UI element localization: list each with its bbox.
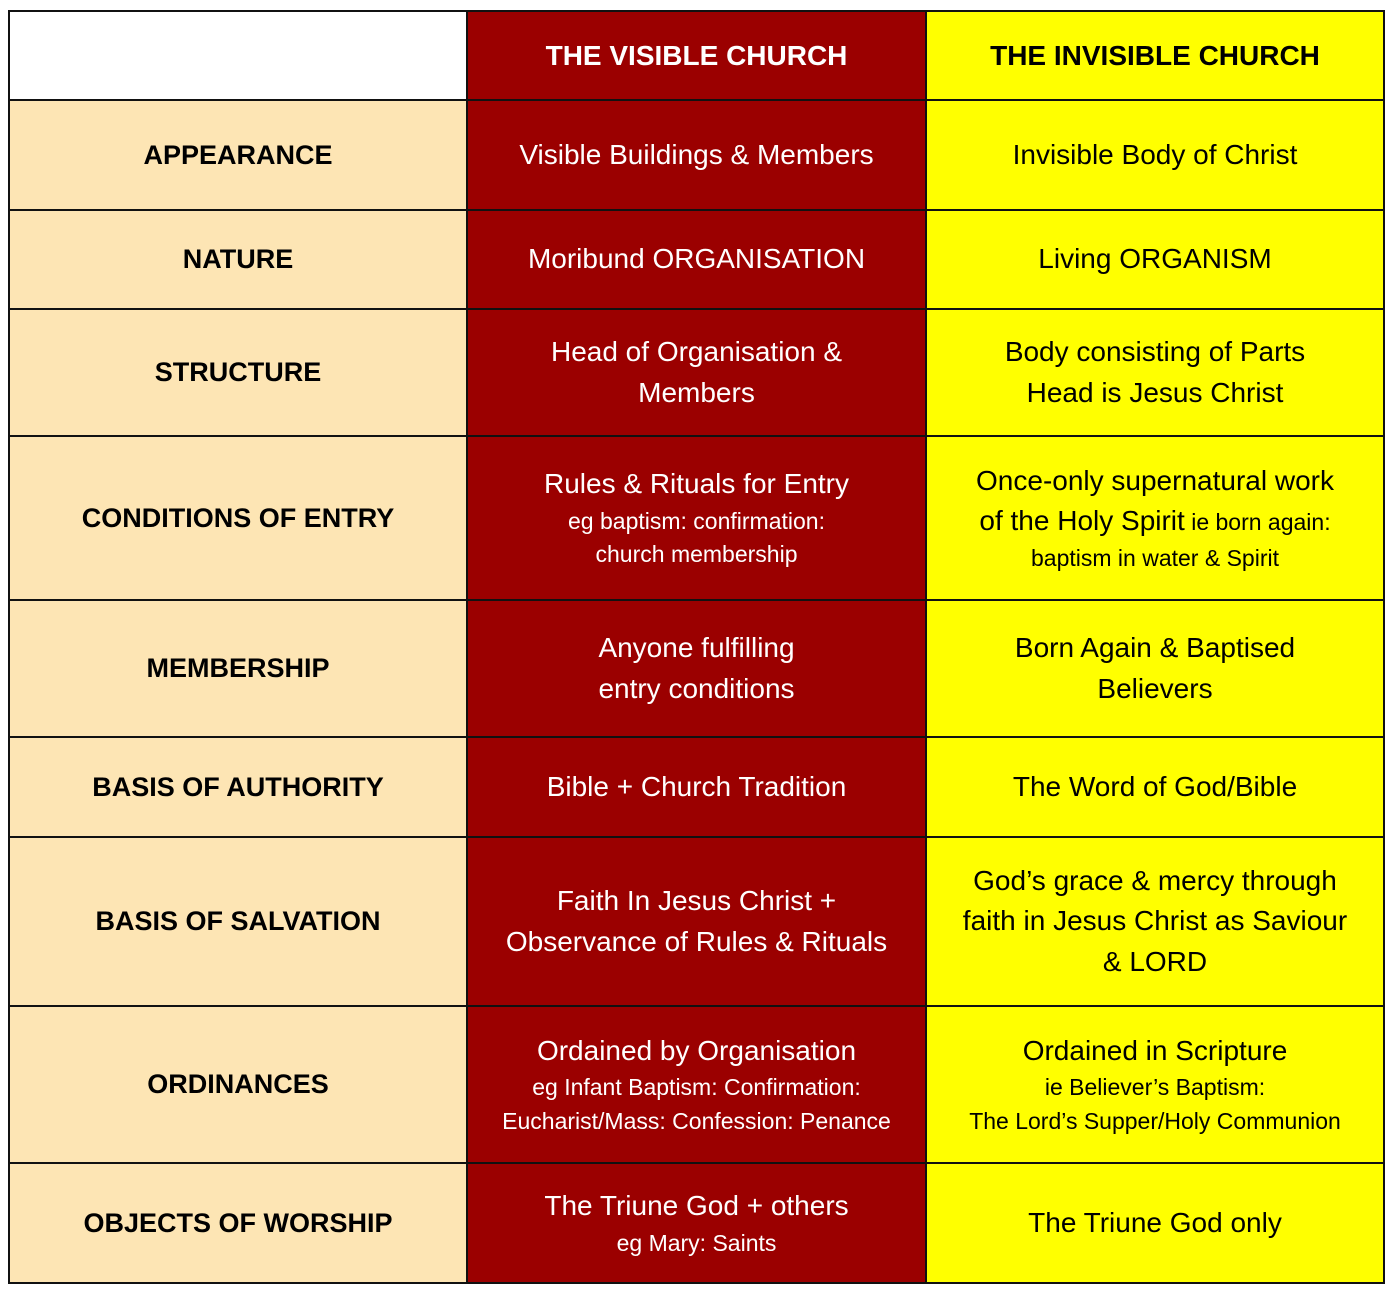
invisible-membership [926,600,1384,737]
invisible-structure-line-1: Body consisting of Parts [1004,335,1306,367]
visible-conditions-sub-1: eg baptism: confirmation: [568,507,825,534]
invisible-objects-of-worship: The Triune God only [926,1163,1384,1283]
invisible-appearance: Invisible Body of Christ [926,100,1384,210]
invisible-conditions-line-2 [941,501,1369,542]
invisible-basis-of-authority: The Word of God/Bible [926,737,1384,837]
visible-structure-line-2: Members [638,376,755,408]
row-structure [9,309,1384,436]
invisible-structure [926,309,1384,436]
visible-conditions-of-entry [467,436,926,600]
visible-salvation-line-2: Observance of Rules & Rituals [505,925,888,957]
invisible-ordinances-main: Ordained in Scripture [1022,1034,1288,1066]
header-invisible-church: THE INVISIBLE CHURCH [926,11,1384,100]
row-ordinances [9,1006,1384,1163]
row-appearance [9,100,1384,210]
visible-structure [467,309,926,436]
invisible-conditions-of-entry [926,436,1384,600]
visible-membership [467,600,926,737]
invisible-salvation-line-3: & LORD [1102,945,1208,977]
row-conditions-of-entry [9,436,1384,600]
header-visible-church: THE VISIBLE CHURCH [467,11,926,100]
invisible-ordinances [926,1006,1384,1163]
row-label-objects-of-worship: OBJECTS OF WORSHIP [9,1163,467,1283]
visible-nature: Moribund ORGANISATION [467,210,926,309]
row-label-appearance: APPEARANCE [9,100,467,210]
visible-worship-main: The Triune God + others [544,1190,849,1222]
visible-worship-sub: eg Mary: Saints [616,1229,777,1256]
invisible-nature: Living ORGANISM [926,210,1384,309]
row-basis-of-salvation [9,837,1384,1006]
comparison-table [8,10,1385,1284]
invisible-basis-of-salvation [926,837,1384,1006]
invisible-salvation-line-1: God’s grace & mercy through [973,864,1337,896]
visible-ordinances-sub-1: eg Infant Baptism: Confirmation: [532,1074,861,1101]
visible-basis-of-authority: Bible + Church Tradition [467,737,926,837]
visible-conditions-main: Rules & Rituals for Entry [544,468,849,500]
visible-salvation-line-1: Faith In Jesus Christ + [556,884,837,916]
invisible-membership-line-2: Believers [1097,672,1213,704]
visible-ordinances-main: Ordained by Organisation [536,1034,857,1066]
row-label-basis-of-salvation: BASIS OF SALVATION [9,837,467,1006]
visible-ordinances [467,1006,926,1163]
row-label-nature: NATURE [9,210,467,309]
row-basis-of-authority [9,737,1384,837]
invisible-salvation-line-2: faith in Jesus Christ as Saviour [962,905,1348,937]
visible-appearance: Visible Buildings & Members [467,100,926,210]
row-objects-of-worship [9,1163,1384,1283]
invisible-conditions-line-3: baptism in water & Spirit [1031,544,1279,571]
visible-basis-of-salvation [467,837,926,1006]
row-label-conditions-of-entry: CONDITIONS OF ENTRY [9,436,467,600]
row-label-membership: MEMBERSHIP [9,600,467,737]
row-label-ordinances: ORDINANCES [9,1006,467,1163]
row-label-structure: STRUCTURE [9,309,467,436]
row-label-basis-of-authority: BASIS OF AUTHORITY [9,737,467,837]
visible-objects-of-worship [467,1163,926,1283]
invisible-conditions-line-2-sub: ie born again: [1184,509,1331,536]
invisible-conditions-line-1: Once-only supernatural work [976,464,1334,496]
visible-structure-line-1: Head of Organisation & [550,335,843,367]
header-blank-cell [9,11,467,100]
invisible-ordinances-sub-2: The Lord’s Supper/Holy Communion [969,1107,1341,1134]
visible-ordinances-sub-2: Eucharist/Mass: Confession: Penance [502,1107,891,1134]
invisible-conditions-line-2-main: of the Holy Spirit [979,505,1185,537]
invisible-membership-line-1: Born Again & Baptised [1014,631,1296,663]
header-row [9,11,1384,100]
visible-membership-line-2: entry conditions [598,672,795,704]
row-membership [9,600,1384,737]
row-nature [9,210,1384,309]
visible-conditions-sub-2: church membership [595,541,798,568]
visible-membership-line-1: Anyone fulfilling [598,631,795,663]
invisible-ordinances-sub-1: ie Believer’s Baptism: [1044,1074,1266,1101]
invisible-structure-line-2: Head is Jesus Christ [1026,376,1284,408]
